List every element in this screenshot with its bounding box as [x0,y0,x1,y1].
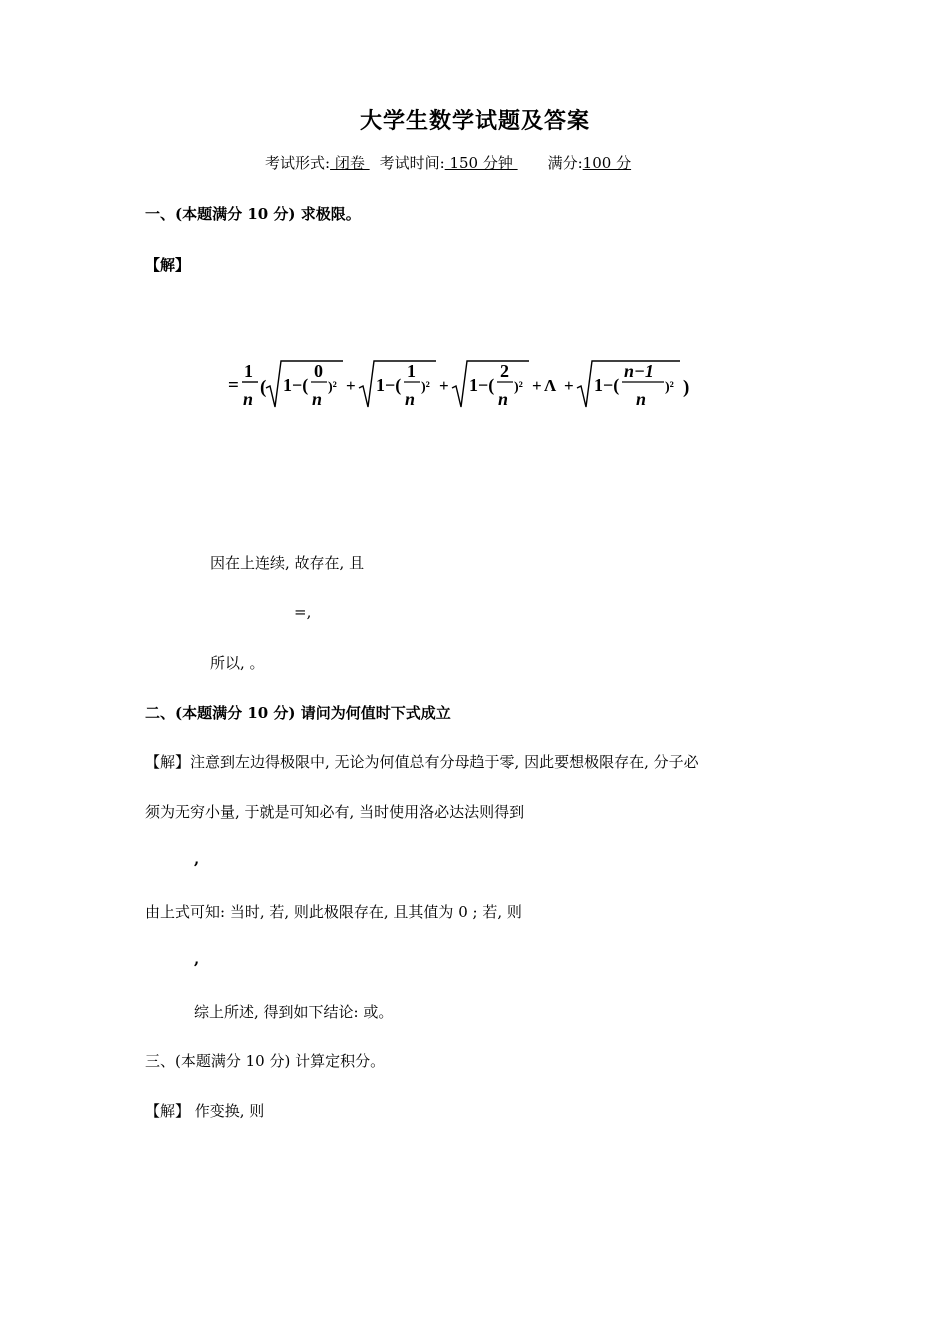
formula-plus-4: + [564,376,574,395]
formula-term1-den: n [405,389,416,409]
formula-frac-den: n [243,389,254,409]
q2-solve-line1: 【解】注意到左边得极限中, 无论为何值总有分母趋于零, 因此要想极限存在, 分子必 [145,753,699,771]
formula-term1-num: 1 [407,361,416,381]
formula-rparen: ) [683,377,690,398]
formula-term2-prefix: 1−( [469,375,495,395]
q1-heading: 一、(本题满分 10 分) 求极限。 [145,205,361,223]
q2-line-conclusion: 由上式可知: 当时, 若, 则此极限存在, 且其值为 0 ; 若, 则 [145,903,522,921]
formula-frac-num: 1 [244,361,253,381]
formula-equals: = [228,375,239,396]
formula-termlast-prefix: 1−( [594,375,620,395]
formula-term0-sq: )² [328,380,337,395]
formula-plus-2: + [439,376,449,395]
q2-comma-1: , [194,850,200,868]
exam-time-label: 考试时间: [379,154,445,172]
formula-plus-1: + [346,376,356,395]
exam-form-label: 考试形式: [265,154,331,172]
q1-line-therefore: 所以, 。 [210,654,265,672]
q2-heading: 二、(本题满分 10 分) 请问为何值时下式成立 [145,704,451,722]
formula-lparen: ( [260,377,267,398]
exam-meta [265,152,631,173]
page-title: 大学生数学试题及答案 [359,108,590,134]
formula-term0-num: 0 [314,361,323,381]
formula-term2-den: n [498,389,509,409]
formula-termlast-sq: )² [665,380,674,395]
formula-term1-sq: )² [421,380,430,395]
q2-line-summary: 综上所述, 得到如下结论: 或。 [194,1003,394,1021]
q1-line-equals: =, [294,603,312,621]
formula-ellipsis: Λ [544,376,557,395]
exam-time-value: 150 分钟 [444,154,518,172]
q3-solve-line: 【解】 作变换, 则 [145,1102,265,1120]
formula-term1-prefix: 1−( [376,375,402,395]
formula-termlast-num: n−1 [624,361,654,381]
formula-termlast-den: n [636,389,647,409]
q1-line-continuous: 因在上连续, 故存在, 且 [210,554,365,572]
formula-plus-3: + [532,376,542,395]
q2-solve-line2: 须为无穷小量, 于就是可知必有, 当时使用洛必达法则得到 [145,803,525,821]
q2-comma-2: , [194,950,200,968]
q3-heading: 三、(本题满分 10 分) 计算定积分。 [145,1052,386,1070]
exam-form-value: 闭卷 [330,154,370,172]
q1-formula [228,357,698,413]
formula-term2-num: 2 [500,361,509,381]
formula-term0-den: n [312,389,323,409]
exam-score-label: 满分: [547,154,583,172]
formula-term2-sq: )² [514,380,523,395]
exam-score-value: 100 分 [582,154,632,172]
formula-term0-prefix: 1−( [283,375,309,395]
q1-solve-label: 【解】 [145,256,191,274]
